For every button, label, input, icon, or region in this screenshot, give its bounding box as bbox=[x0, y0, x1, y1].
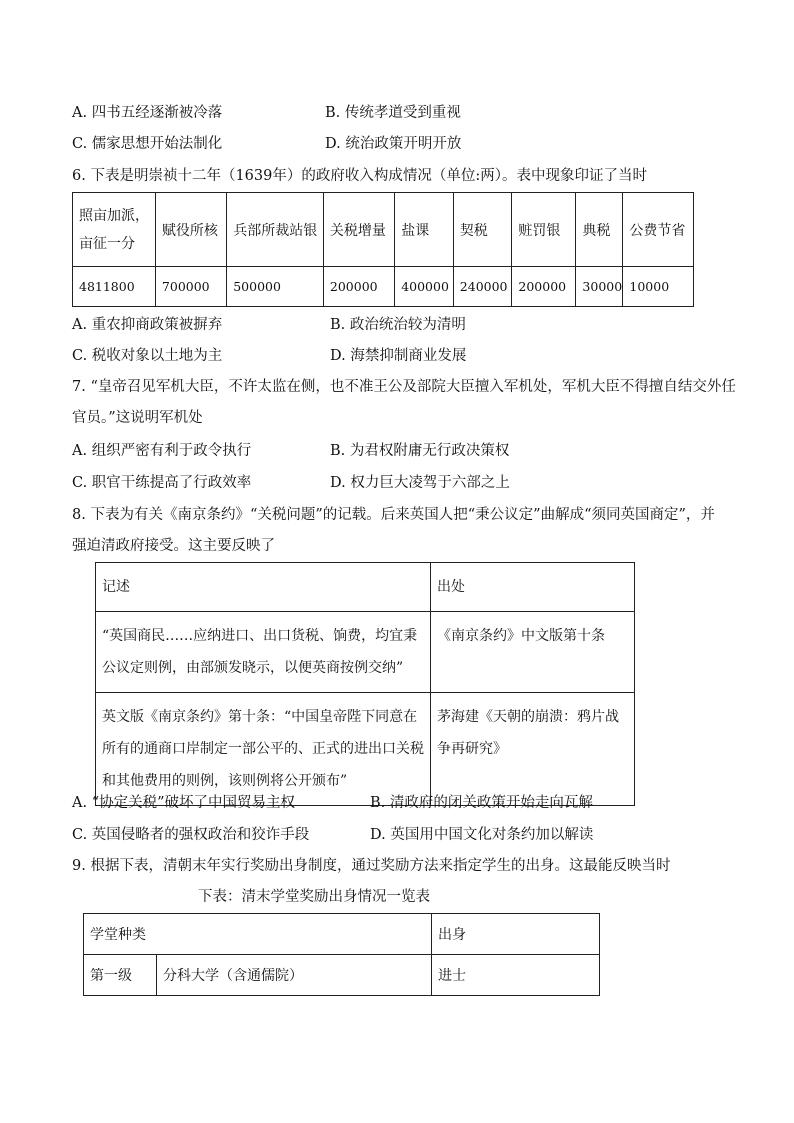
q5-option-c: C. 儒家思想开始法制化 bbox=[72, 136, 223, 152]
q5-option-d: D. 统治政策开明开放 bbox=[325, 136, 462, 152]
q6-option-c: C. 税收对象以土地为主 bbox=[72, 348, 223, 364]
q8-row2-source-line1: 茅海建《天朝的崩溃：鸦片战 bbox=[437, 709, 619, 725]
q9-row1-school: 分科大学（含通儒院） bbox=[157, 955, 432, 996]
q8-row1-source: 《南京条约》中文版第十条 bbox=[431, 612, 635, 693]
q8-row bbox=[96, 612, 635, 693]
q7-option-a: A. 组织严密有利于政令执行 bbox=[72, 443, 252, 459]
q6-value-cell: 400000 bbox=[395, 267, 454, 307]
q5-option-a: A. 四书五经逐渐被冷落 bbox=[72, 105, 223, 121]
q6-header-cell: 赋役所核 bbox=[155, 193, 226, 267]
q6-value-cell: 240000 bbox=[453, 267, 512, 307]
q6-header-cell: 关税增量 bbox=[323, 193, 394, 267]
q6-value-cell: 500000 bbox=[227, 267, 324, 307]
q6-header-cell: 盐课 bbox=[395, 193, 454, 267]
q6-value-cell: 200000 bbox=[323, 267, 394, 307]
q8-option-b: B. 清政府的闭关政策开始走向瓦解 bbox=[370, 795, 593, 811]
q6-value-row bbox=[73, 267, 694, 307]
q6-stem: 6. 下表是明崇祯十二年（1639年）的政府收入构成情况（单位:两）。表中现象印证了当时 bbox=[72, 168, 647, 184]
q6-option-a: A. 重农抑商政策被摒弃 bbox=[72, 317, 223, 333]
q8-treaty-table bbox=[95, 562, 635, 806]
q8-header-record: 记述 bbox=[96, 563, 431, 612]
q7-option-d: D. 权力巨大凌驾于六部之上 bbox=[330, 475, 510, 491]
q6-header-row bbox=[73, 193, 694, 267]
q8-row2-record-line3: 和其他费用的则例，该则例将公开颁布” bbox=[102, 773, 348, 789]
q6-value-cell: 200000 bbox=[512, 267, 576, 307]
q8-option-c: C. 英国侵略者的强权政治和狡诈手段 bbox=[72, 827, 310, 843]
q8-row1-record bbox=[96, 612, 431, 693]
q6-header-first-line2: 亩征一分 bbox=[79, 235, 135, 252]
q7-stem-line2: 官员。”这说明军机处 bbox=[72, 410, 203, 426]
q8-row2-source-line2: 争再研究》 bbox=[437, 741, 507, 757]
q8-row2-record-line1: 英文版《南京条约》第十条：“中国皇帝陛下同意在 bbox=[102, 709, 418, 725]
q6-value-cell: 4811800 bbox=[73, 267, 156, 307]
q8-row2-record bbox=[96, 693, 431, 806]
q9-row1-level: 第一级 bbox=[84, 955, 157, 996]
q6-option-b: B. 政治统治较为清明 bbox=[330, 317, 466, 333]
q8-header-source: 出处 bbox=[431, 563, 635, 612]
q6-value-cell: 10000 bbox=[623, 267, 694, 307]
q8-row bbox=[96, 693, 635, 806]
q6-header-cell: 赃罚银 bbox=[512, 193, 576, 267]
q6-header-cell: 契税 bbox=[453, 193, 512, 267]
q9-row bbox=[84, 955, 600, 996]
q6-header-cell: 公费节省 bbox=[623, 193, 694, 267]
q8-row2-source bbox=[431, 693, 635, 806]
q9-row1-status: 进士 bbox=[432, 955, 600, 996]
q8-row1-record-line1: “英国商民……应纳进口、出口货税、饷费，均宜秉 bbox=[102, 628, 418, 644]
q6-value-cell: 30000 bbox=[576, 267, 623, 307]
q8-option-a: A. “协定关税”破坏了中国贸易主权 bbox=[72, 795, 296, 811]
q6-option-d: D. 海禁抑制商业发展 bbox=[330, 348, 467, 364]
q8-header-row bbox=[96, 563, 635, 612]
q6-header-cell: 兵部所裁站银 bbox=[227, 193, 324, 267]
q8-option-d: D. 英国用中国文化对条约加以解读 bbox=[370, 827, 594, 843]
q7-stem-line1: 7. “皇帝召见军机大臣，不许太监在侧，也不准王公及部院大臣擅入军机处，军机大臣不得擅自结交外任 bbox=[72, 379, 736, 395]
q7-option-b: B. 为君权附庸无行政决策权 bbox=[330, 443, 510, 459]
q8-stem-line2: 强迫清政府接受。这主要反映了 bbox=[72, 538, 275, 554]
q8-row1-record-line2: 公议定则例，由部颁发晓示，以便英商按例交纳” bbox=[102, 660, 404, 676]
q8-row2-record-line2: 所有的通商口岸制定一部公平的、正式的进出口关税 bbox=[102, 741, 424, 757]
q9-header-status: 出身 bbox=[432, 914, 600, 955]
q6-revenue-table bbox=[72, 192, 694, 307]
q6-header-cell: 典税 bbox=[576, 193, 623, 267]
q9-stem: 9. 根据下表，清朝末年实行奖励出身制度，通过奖励方法来指定学生的出身。这最能反映当时 bbox=[72, 858, 671, 874]
q9-reward-table bbox=[83, 913, 600, 996]
q7-option-c: C. 职官干练提高了行政效率 bbox=[72, 475, 252, 491]
q6-header-first-line1: 照亩加派， bbox=[79, 207, 149, 224]
q6-value-cell: 700000 bbox=[155, 267, 226, 307]
q8-stem-line1: 8. 下表为有关《南京条约》“关税问题”的记载。后来英国人把“秉公议定”曲解成“须同英国商定”，并 bbox=[72, 507, 715, 523]
q9-header-row bbox=[84, 914, 600, 955]
q5-option-b: B. 传统孝道受到重视 bbox=[325, 105, 461, 121]
q6-header-cell bbox=[73, 193, 156, 267]
q9-header-school: 学堂种类 bbox=[84, 914, 432, 955]
q9-table-caption: 下表：清末学堂奖励出身情况一览表 bbox=[198, 889, 430, 905]
